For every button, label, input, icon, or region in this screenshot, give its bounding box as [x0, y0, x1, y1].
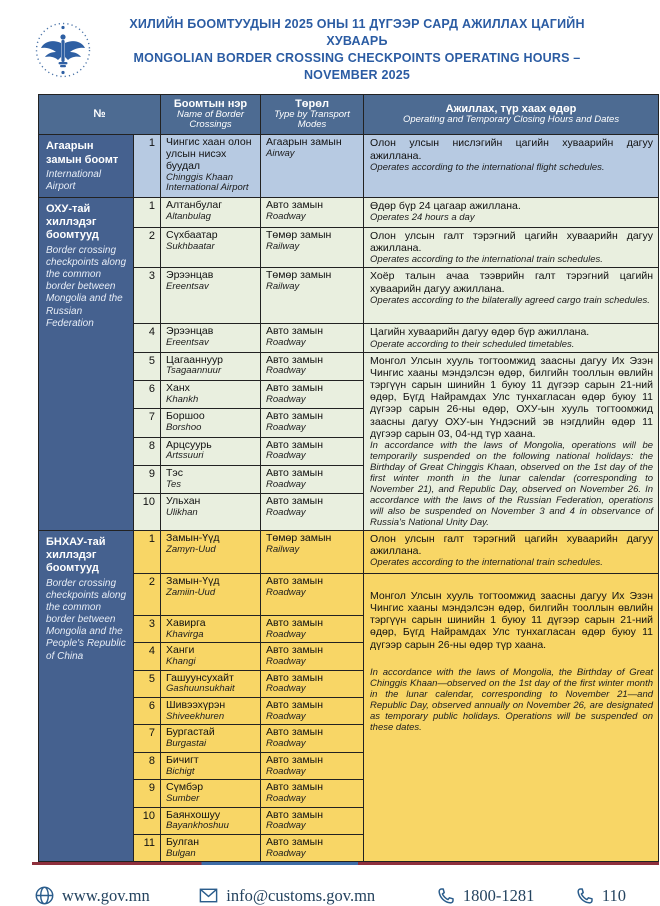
page-header [0, 0, 660, 90]
transport-type [261, 228, 364, 268]
table-header-row [39, 94, 659, 135]
section-airport-en: International Airport [46, 168, 102, 192]
section-label-china [39, 530, 134, 861]
checkpoint-name [161, 135, 261, 198]
checkpoint-name-mn: Бургастай [166, 726, 215, 739]
section-label-russia [39, 198, 134, 531]
transport-type [261, 352, 364, 380]
envelope-icon [198, 885, 219, 906]
table-row [39, 198, 659, 228]
transport-type-en: Roadway [266, 820, 306, 832]
hours-en: Operates according to the international flight schedules. [370, 161, 605, 173]
checkpoint-name-en: Khangi [166, 656, 196, 668]
checkpoint-name-mn: Сүхбаатар [166, 229, 218, 242]
checkpoint-name-en: Artssuuri [166, 450, 204, 462]
row-number: 11 [134, 834, 161, 861]
decorative-bottom-bar [32, 862, 659, 865]
transport-type-en: Roadway [266, 847, 306, 859]
checkpoint-name-en: Bulgan [166, 847, 196, 859]
row-number: 9 [134, 466, 161, 494]
transport-type-mn: Авто замын [266, 616, 324, 629]
section-china-mn: БНХАУ-тай хиллэдэг боомтууд [46, 535, 106, 575]
transport-type [261, 268, 364, 324]
transport-type-mn: Авто замын [266, 467, 324, 480]
transport-type-en: Roadway [266, 422, 306, 434]
transport-type-en: Roadway [266, 210, 306, 222]
checkpoint-name-en: Zamiin-Uud [166, 586, 216, 598]
table-row [39, 530, 659, 573]
hours-en: Operates according to the international train schedules. [370, 557, 603, 569]
checkpoint-name-en: Khavirga [166, 628, 204, 640]
transport-type-en: Roadway [266, 738, 306, 750]
transport-type [261, 807, 364, 834]
row-number: 7 [134, 409, 161, 437]
transport-type-en: Roadway [266, 586, 306, 598]
section-label-airport [39, 135, 134, 198]
checkpoint-name-mn: Гашуунсухайт [166, 671, 234, 684]
transport-type-en: Roadway [266, 792, 306, 804]
transport-type [261, 409, 364, 437]
transport-type [261, 381, 364, 409]
hours-mn: Цагийн хуваарийн дагуу өдөр бүр ажиллана. [370, 326, 590, 339]
transport-type-mn: Авто замын [266, 671, 324, 684]
header-hours-en: Operating and Temporary Closing Hours and Dates [402, 113, 620, 125]
checkpoint-name [161, 352, 261, 380]
email-text: info@customs.gov.mn [226, 885, 376, 905]
hours-mn: Хоёр талын ачаа тээврийн галт тэрэгний цагийн хуваарийн дагуу ажиллана. [370, 270, 654, 295]
transport-type-en: Roadway [266, 337, 306, 349]
transport-type-en: Roadway [266, 365, 306, 377]
transport-type-mn: Авто замын [266, 410, 324, 423]
operating-hours [364, 228, 659, 268]
transport-type-mn: Төмөр замын [266, 229, 332, 242]
transport-type-en: Airway [266, 148, 295, 160]
checkpoint-name-mn: Чингис хаан олон улсын нисэх буудал [166, 136, 252, 172]
transport-type [261, 466, 364, 494]
row-number: 5 [134, 352, 161, 380]
row-number: 8 [134, 437, 161, 465]
row-number: 2 [134, 573, 161, 615]
header-name-en: Name of Border Crossings [176, 108, 245, 131]
checkpoint-name [161, 198, 261, 228]
transport-type-mn: Авто замын [266, 325, 324, 338]
checkpoint-name [161, 494, 261, 531]
checkpoint-name-mn: Хавирга [166, 616, 206, 629]
transport-type [261, 198, 364, 228]
transport-type-en: Roadway [266, 656, 306, 668]
table-row [39, 135, 659, 198]
hours-en: Operates according to the international train schedules. [370, 254, 603, 266]
transport-type-mn: Төмөр замын [266, 531, 332, 544]
checkpoint-name-mn: Эрээнцав [166, 325, 214, 338]
operating-hours [364, 530, 659, 573]
header-type-mn: Төрөл [295, 97, 329, 110]
checkpoint-name-mn: Ханх [166, 382, 190, 394]
row-number: 3 [134, 268, 161, 324]
checkpoint-name [161, 324, 261, 352]
website-link[interactable] [34, 885, 150, 906]
checkpoint-name [161, 381, 261, 409]
transport-type-mn: Авто замын [266, 382, 324, 394]
hours-mn: Олон улсын нислэгийн цагийн хуваарийн дагуу ажиллана. [370, 137, 654, 162]
merged-closure-notice-china [364, 573, 659, 861]
checkpoint-name-en: Sukhbaatar [166, 240, 215, 252]
transport-type [261, 135, 364, 198]
checkpoint-name-en: Chinggis Khaan International Airport [166, 171, 249, 194]
checkpoint-name-en: Tes [166, 478, 181, 490]
phone-icon [575, 886, 595, 906]
transport-type [261, 834, 364, 861]
customs-emblem-icon [34, 21, 92, 79]
transport-type [261, 494, 364, 531]
operating-hours [364, 135, 659, 198]
transport-type-en: Roadway [266, 507, 306, 519]
checkpoint-name [161, 670, 261, 697]
checkpoint-name-mn: Баянхошуу [166, 808, 221, 821]
transport-type-en: Roadway [266, 450, 306, 462]
page-title-mongolian: ХИЛИЙН БООМТУУДЫН 2025 ОНЫ 11 ДҮГЭЭР САРД АЖИЛЛАХ ЦАГИЙН ХУВААРЬ [129, 17, 585, 48]
header-name-mn: Боомтын нэр [173, 97, 248, 110]
phone-icon [436, 886, 456, 906]
section-russia-en: Border crossing checkpoints along the common border between Mongolia and the Russian Federation [46, 244, 127, 329]
checkpoint-name [161, 698, 261, 725]
hours-mn: Өдөр бүр 24 цагаар ажиллана. [370, 200, 521, 213]
checkpoint-name-en: Sumber [166, 792, 200, 804]
closure-notice-mn: Монгол Улсын хууль тогтоомжид заасны дагуу Их Эзэн Чингис хааны мэндэлсэн өдөр, билгийн тооллын өвлийн тэргүүн сарын шинийн 1 буюу 11 дүгээр сарын 21-ний өдөр, Бүгд Найрамдах Улс тунхагласан өдөр буюу 11 дүгээр сарын 26-ны өдөр, ОХУ-ын хууль тогтоомжид заасны дагуу ОХУ-ын Үндэсний эв нэгдлийн өдөр 11 дүгээр сарын 03, 04-нд түр хаана. [370, 354, 654, 440]
row-number: 1 [134, 198, 161, 228]
page-title [102, 16, 642, 84]
hours-mn: Олон улсын галт тэрэгний цагийн хуваарийн дагуу ажиллана. [370, 230, 654, 255]
checkpoint-name [161, 725, 261, 752]
closure-notice-mn: Монгол Улсын хууль тогтоомжид заасны дагуу Их Эзэн Чингис хааны мэндэлсэн өдөр, билгийн тооллын өвлийн тэргүүн сарын шинийн 1 буюу 11 дүгээр сарын 21-ний өдөр, Бүгд Найрамдах Улс тунхагласан өдөр буюу 11 дүгээр сарын 26-ны өдөр түр хаана. [370, 589, 654, 651]
checkpoint-name-mn: Бичигт [166, 753, 199, 766]
merged-closure-notice-russia [364, 352, 659, 530]
header-hours-mn: Ажиллах, түр хаах өдөр [445, 102, 577, 115]
row-number: 5 [134, 670, 161, 697]
transport-type [261, 725, 364, 752]
phone-number[interactable] [436, 886, 535, 906]
checkpoint-name-en: Gashuunsukhait [166, 683, 235, 695]
transport-type-en: Roadway [266, 765, 306, 777]
hours-mn: Олон улсын галт тэрэгний цагийн хуваарийн дагуу ажиллана. [370, 532, 654, 558]
checkpoint-name [161, 752, 261, 779]
transport-type-en: Roadway [266, 628, 306, 640]
transport-type-mn: Авто замын [266, 495, 324, 508]
transport-type [261, 643, 364, 670]
row-number: 1 [134, 135, 161, 198]
checkpoint-name-en: Bayankhoshuu [166, 820, 229, 832]
transport-type [261, 752, 364, 779]
transport-type-en: Railway [266, 543, 300, 555]
transport-type-mn: Авто замын [266, 808, 324, 821]
transport-type [261, 698, 364, 725]
checkpoint-name-en: Altanbulag [166, 210, 211, 222]
section-russia-mn: ОХУ-тай хиллэдэг боомтууд [46, 203, 99, 242]
email-link[interactable] [198, 885, 375, 906]
checkpoint-name [161, 573, 261, 615]
page-title-english: MONGOLIAN BORDER CROSSING CHECKPOINTS OPERATING HOURS –NOVEMBER 2025 [133, 50, 581, 82]
checkpoint-name-en: Zamyn-Uud [166, 543, 216, 555]
transport-type-mn: Авто замын [266, 353, 324, 366]
checkpoint-name-mn: Ханги [166, 644, 195, 657]
checkpoint-name-mn: Замын-Үүд [166, 531, 220, 544]
transport-type-mn: Авто замын [266, 753, 324, 766]
checkpoint-name [161, 780, 261, 807]
checkpoint-name [161, 807, 261, 834]
checkpoint-name-en: Ereentsav [166, 337, 209, 349]
checkpoint-name-mn: Сүмбэр [166, 781, 204, 794]
checkpoint-name [161, 615, 261, 642]
globe-icon [34, 885, 55, 906]
checkpoint-name-mn: Тэс [166, 467, 184, 480]
checkpoint-name-mn: Шивээхүрэн [166, 699, 226, 712]
checkpoint-name-mn: Боршоо [166, 410, 205, 423]
closure-notice-en: In accordance with the laws of Mongolia, the Birthday of Great Chinggis Khaan—observed on the 1st day of the first winter month in the lunar calendar, corresponding to November 21—and Republic Day, observed annually on November 26, are designated as temporary public holidays. Operations will be suspended on these dates. [370, 666, 654, 733]
column-header-type [261, 94, 364, 135]
section-china-en: Border crossing checkpoints along the common border between Mongolia and the People's Republic of China [46, 577, 127, 662]
section-airport-mn: Агаарын замын боомт [46, 140, 119, 166]
checkpoint-name-en: Shiveekhuren [166, 710, 225, 722]
checkpoint-name-en: Khankh [166, 393, 199, 405]
row-number: 7 [134, 725, 161, 752]
checkpoint-name [161, 268, 261, 324]
transport-type-mn: Авто замын [266, 781, 324, 794]
checkpoint-name-mn: Арцсуурь [166, 438, 212, 451]
checkpoint-name-en: Ulikhan [166, 507, 198, 519]
checkpoint-name [161, 466, 261, 494]
page-footer [34, 885, 626, 906]
transport-type-en: Railway [266, 281, 300, 293]
checkpoint-name-en: Bichigt [166, 765, 195, 777]
checkpoint-name-en: Borshoo [166, 422, 202, 434]
transport-type-en: Roadway [266, 683, 306, 695]
transport-type-mn: Авто замын [266, 644, 324, 657]
row-number: 1 [134, 530, 161, 573]
transport-type-mn: Авто замын [266, 835, 324, 848]
header-type-en: Type by Transport Modes [274, 108, 350, 131]
transport-type [261, 530, 364, 573]
transport-type-mn: Авто замын [266, 438, 324, 451]
operating-hours [364, 268, 659, 324]
transport-type [261, 324, 364, 352]
operating-hours [364, 324, 659, 352]
header-no-label: № [93, 108, 106, 121]
transport-type-mn: Агаарын замын [266, 136, 342, 149]
closure-notice-en: In accordance with the laws of Mongolia, operations will be temporarily suspended on the following national holidays: the Birthday of Great Chinggis Khaan, observed on the 1st day of the first winter month in the lunar calendar (corresponding to November 21), and Republic Day, observed on November 26. In accordance with the laws of the Russian Federation, operations will also be suspended on November 3 and 4 in observance of Russia's National Unity Day. [370, 439, 654, 528]
checkpoint-name-mn: Булган [166, 835, 200, 848]
website-text: www.gov.mn [62, 885, 150, 905]
transport-type [261, 780, 364, 807]
checkpoints-table [38, 94, 659, 863]
transport-type [261, 615, 364, 642]
checkpoint-name [161, 834, 261, 861]
row-number: 10 [134, 494, 161, 531]
hours-en: Operates 24 hours a day [370, 212, 475, 224]
row-number: 2 [134, 228, 161, 268]
row-number: 6 [134, 698, 161, 725]
checkpoint-name-mn: Алтанбулаг [166, 199, 223, 212]
checkpoint-name-en: Tsagaannuur [166, 365, 222, 377]
phone1-text: 1800-1281 [462, 885, 535, 905]
transport-type-mn: Авто замын [266, 726, 324, 739]
transport-type-en: Roadway [266, 393, 306, 405]
checkpoint-name-en: Burgastai [166, 738, 207, 750]
checkpoint-name-en: Ereentsav [166, 281, 209, 293]
checkpoint-name [161, 530, 261, 573]
column-header-name [161, 94, 261, 135]
checkpoint-name-mn: Эрээнцав [166, 269, 214, 282]
row-number: 3 [134, 615, 161, 642]
column-header-no [39, 94, 161, 135]
row-number: 9 [134, 780, 161, 807]
checkpoint-name-mn: Ульхан [166, 495, 201, 508]
transport-type-en: Roadway [266, 710, 306, 722]
row-number: 8 [134, 752, 161, 779]
transport-type-en: Roadway [266, 478, 306, 490]
transport-type-en: Railway [266, 240, 300, 252]
column-header-hours [364, 94, 659, 135]
row-number: 6 [134, 381, 161, 409]
checkpoint-name-mn: Цагааннуур [166, 353, 223, 366]
row-number: 4 [134, 643, 161, 670]
checkpoint-name [161, 643, 261, 670]
operating-hours [364, 198, 659, 228]
hours-en: Operate according to their scheduled timetables. [370, 338, 575, 350]
checkpoint-name [161, 228, 261, 268]
checkpoint-name [161, 409, 261, 437]
phone2-text: 110 [601, 885, 626, 905]
transport-type-mn: Авто замын [266, 699, 324, 712]
transport-type-mn: Төмөр замын [266, 269, 332, 282]
emergency-number[interactable] [575, 886, 626, 906]
row-number: 4 [134, 324, 161, 352]
transport-type-mn: Авто замын [266, 199, 324, 212]
checkpoint-name-mn: Замын-Үүд [166, 574, 220, 587]
checkpoint-name [161, 437, 261, 465]
hours-en: Operates according to the bilaterally agreed cargo train schedules. [370, 294, 650, 306]
transport-type [261, 670, 364, 697]
transport-type [261, 437, 364, 465]
transport-type-mn: Авто замын [266, 574, 324, 587]
transport-type [261, 573, 364, 615]
row-number: 10 [134, 807, 161, 834]
